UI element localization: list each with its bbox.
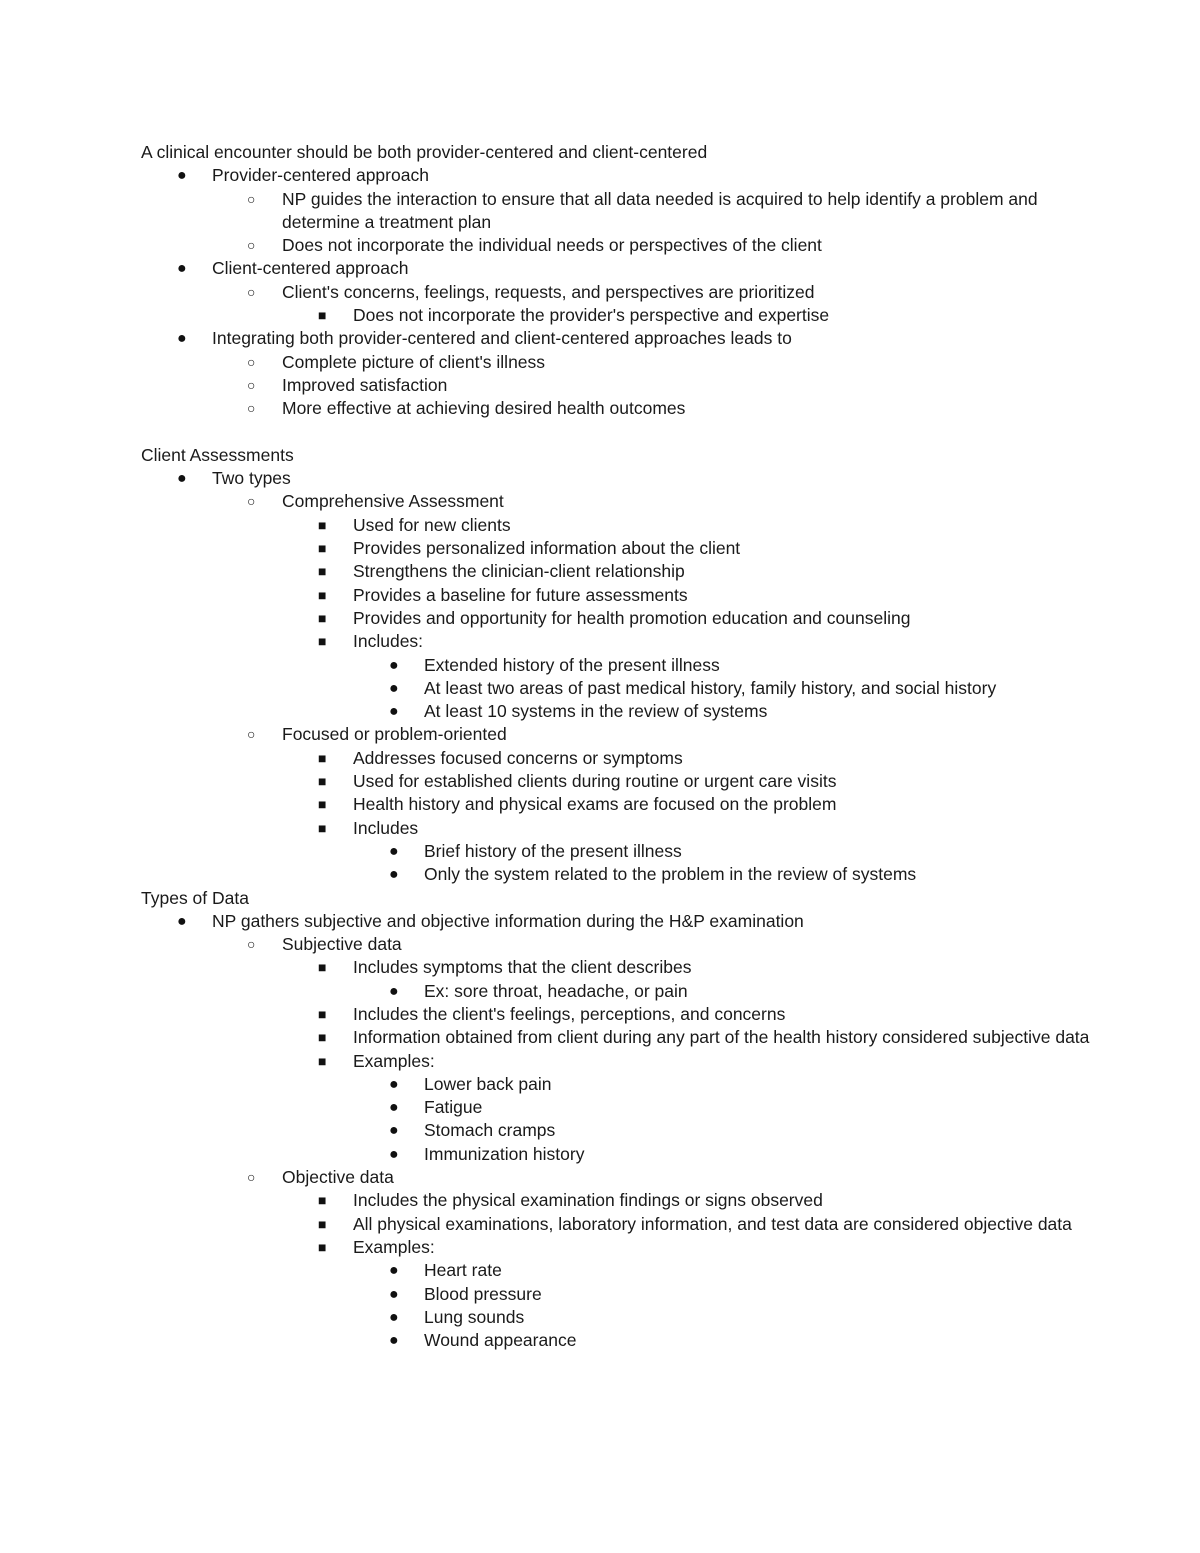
bullet-filled-circle-icon: ● [389, 703, 399, 721]
bullet-hollow-circle-icon: ○ [247, 353, 256, 370]
bullet-filled-circle-icon: ● [389, 656, 399, 674]
list-item: ● Extended history of the present illness [141, 654, 1091, 677]
list-item: ■ Includes the client's feelings, perceptions, and concerns [141, 1003, 1091, 1026]
bullet-square-icon: ■ [318, 563, 327, 580]
bullet-filled-circle-icon: ● [177, 330, 187, 348]
list-item: ■ Used for new clients [141, 514, 1091, 537]
bullet-filled-circle-icon: ● [389, 1099, 399, 1117]
bullet-square-icon: ■ [318, 307, 327, 324]
bullet-square-icon: ■ [318, 609, 327, 626]
bullet-filled-circle-icon: ● [177, 912, 187, 930]
bullet-filled-circle-icon: ● [177, 470, 187, 488]
bullet-filled-circle-icon: ● [389, 1308, 399, 1326]
list-item: ● Blood pressure [141, 1283, 1091, 1306]
list-item: ■ Includes [141, 817, 1091, 840]
intro-line: A clinical encounter should be both provider-centered and client-centered [141, 142, 708, 162]
bullet-square-icon: ■ [318, 796, 327, 813]
bullet-square-icon: ■ [318, 1192, 327, 1209]
spacer [141, 421, 1091, 444]
list-item: ○ More effective at achieving desired health outcomes [141, 397, 1091, 420]
bullet-filled-circle-icon: ● [389, 1145, 399, 1163]
bullet-filled-circle-icon: ● [389, 679, 399, 697]
list-item: ○ Subjective data [141, 933, 1091, 956]
bullet-square-icon: ■ [318, 819, 327, 836]
bullet-square-icon: ■ [318, 586, 327, 603]
list-item: ● Client-centered approach [141, 257, 1091, 280]
bullet-hollow-circle-icon: ○ [247, 726, 256, 743]
list-item: ● Immunization history [141, 1143, 1091, 1166]
list-item: ● Lung sounds [141, 1306, 1091, 1329]
bullet-square-icon: ■ [318, 1029, 327, 1046]
document-body [141, 141, 1091, 1352]
bullet-filled-circle-icon: ● [389, 1285, 399, 1303]
list-item: ■ Health history and physical exams are focused on the problem [141, 793, 1091, 816]
list-item: ■ Examples: [141, 1050, 1091, 1073]
section-heading: Client Assessments [141, 444, 294, 465]
bullet-filled-circle-icon: ● [389, 1332, 399, 1350]
list-item: ● Integrating both provider-centered and client-centered approaches leads to [141, 327, 1091, 350]
list-item: ○ Client's concerns, feelings, requests, and perspectives are prioritized [141, 281, 1091, 304]
bullet-hollow-circle-icon: ○ [247, 1169, 256, 1186]
bullet-filled-circle-icon: ● [389, 1075, 399, 1093]
list-item: ● Stomach cramps [141, 1119, 1091, 1142]
list-item: ■ Includes: [141, 630, 1091, 653]
bullet-hollow-circle-icon: ○ [247, 283, 256, 300]
bullet-hollow-circle-icon: ○ [247, 190, 256, 207]
list-item: ● Fatigue [141, 1096, 1091, 1119]
bullet-square-icon: ■ [318, 540, 327, 557]
list-item: ■ Strengthens the clinician-client relationship [141, 560, 1091, 583]
bullet-filled-circle-icon: ● [177, 260, 187, 278]
bullet-filled-circle-icon: ● [389, 1262, 399, 1280]
list-item: ● Only the system related to the problem in the review of systems [141, 863, 1091, 886]
list-item: ○ Objective data [141, 1166, 1091, 1189]
list-item: ● At least two areas of past medical history, family history, and social history [141, 677, 1091, 700]
bullet-square-icon: ■ [318, 1052, 327, 1069]
list-item: ○ Comprehensive Assessment [141, 490, 1091, 513]
list-item: ■ Includes symptoms that the client describes [141, 956, 1091, 979]
bullet-square-icon: ■ [318, 959, 327, 976]
list-item: ● At least 10 systems in the review of systems [141, 700, 1091, 723]
bullet-hollow-circle-icon: ○ [247, 376, 256, 393]
bullet-filled-circle-icon: ● [389, 1122, 399, 1140]
list-item: ● Brief history of the present illness [141, 840, 1091, 863]
bullet-hollow-circle-icon: ○ [247, 493, 256, 510]
list-item: ● Heart rate [141, 1259, 1091, 1282]
bullet-square-icon: ■ [318, 516, 327, 533]
list-item: ■ Provides a baseline for future assessments [141, 584, 1091, 607]
list-item: ● Wound appearance [141, 1329, 1091, 1352]
bullet-square-icon: ■ [318, 1215, 327, 1232]
bullet-square-icon: ■ [318, 749, 327, 766]
section-heading: Types of Data [141, 887, 249, 908]
list-item: ● Two types [141, 467, 1091, 490]
bullet-hollow-circle-icon: ○ [247, 400, 256, 417]
bullet-filled-circle-icon: ● [389, 842, 399, 860]
list-item: ■ Addresses focused concerns or symptoms [141, 747, 1091, 770]
list-item: ● Provider-centered approach [141, 164, 1091, 187]
list-item: ■ Does not incorporate the provider's perspective and expertise [141, 304, 1091, 327]
list-item: ■ Used for established clients during routine or urgent care visits [141, 770, 1091, 793]
list-item: ■ Provides personalized information about the client [141, 537, 1091, 560]
list-item: ○ Complete picture of client's illness [141, 351, 1091, 374]
list-item: ■ Information obtained from client during any part of the health history considered subjective data [141, 1026, 1091, 1049]
list-item: ■ Examples: [141, 1236, 1091, 1259]
list-item: ○ NP guides the interaction to ensure that all data needed is acquired to help identify a problem and determine a treatment plan [247, 188, 1038, 232]
list-item: ○ Does not incorporate the individual needs or perspectives of the client [141, 234, 1091, 257]
bullet-hollow-circle-icon: ○ [247, 936, 256, 953]
list-item: ■ All physical examinations, laboratory information, and test data are considered objective data [141, 1213, 1091, 1236]
bullet-filled-circle-icon: ● [177, 167, 187, 185]
bullet-filled-circle-icon: ● [389, 982, 399, 1000]
bullet-square-icon: ■ [318, 1238, 327, 1255]
bullet-filled-circle-icon: ● [389, 866, 399, 884]
list-item: ● NP gathers subjective and objective information during the H&P examination [141, 910, 1091, 933]
list-item: ● Lower back pain [141, 1073, 1091, 1096]
list-item: ● Ex: sore throat, headache, or pain [141, 980, 1091, 1003]
bullet-square-icon: ■ [318, 633, 327, 650]
list-item: ○ Improved satisfaction [141, 374, 1091, 397]
list-item: ○ Focused or problem-oriented [141, 723, 1091, 746]
list-item: ■ Includes the physical examination findings or signs observed [141, 1189, 1091, 1212]
list-item: ■ Provides and opportunity for health promotion education and counseling [141, 607, 1091, 630]
bullet-square-icon: ■ [318, 773, 327, 790]
bullet-hollow-circle-icon: ○ [247, 237, 256, 254]
bullet-square-icon: ■ [318, 1005, 327, 1022]
